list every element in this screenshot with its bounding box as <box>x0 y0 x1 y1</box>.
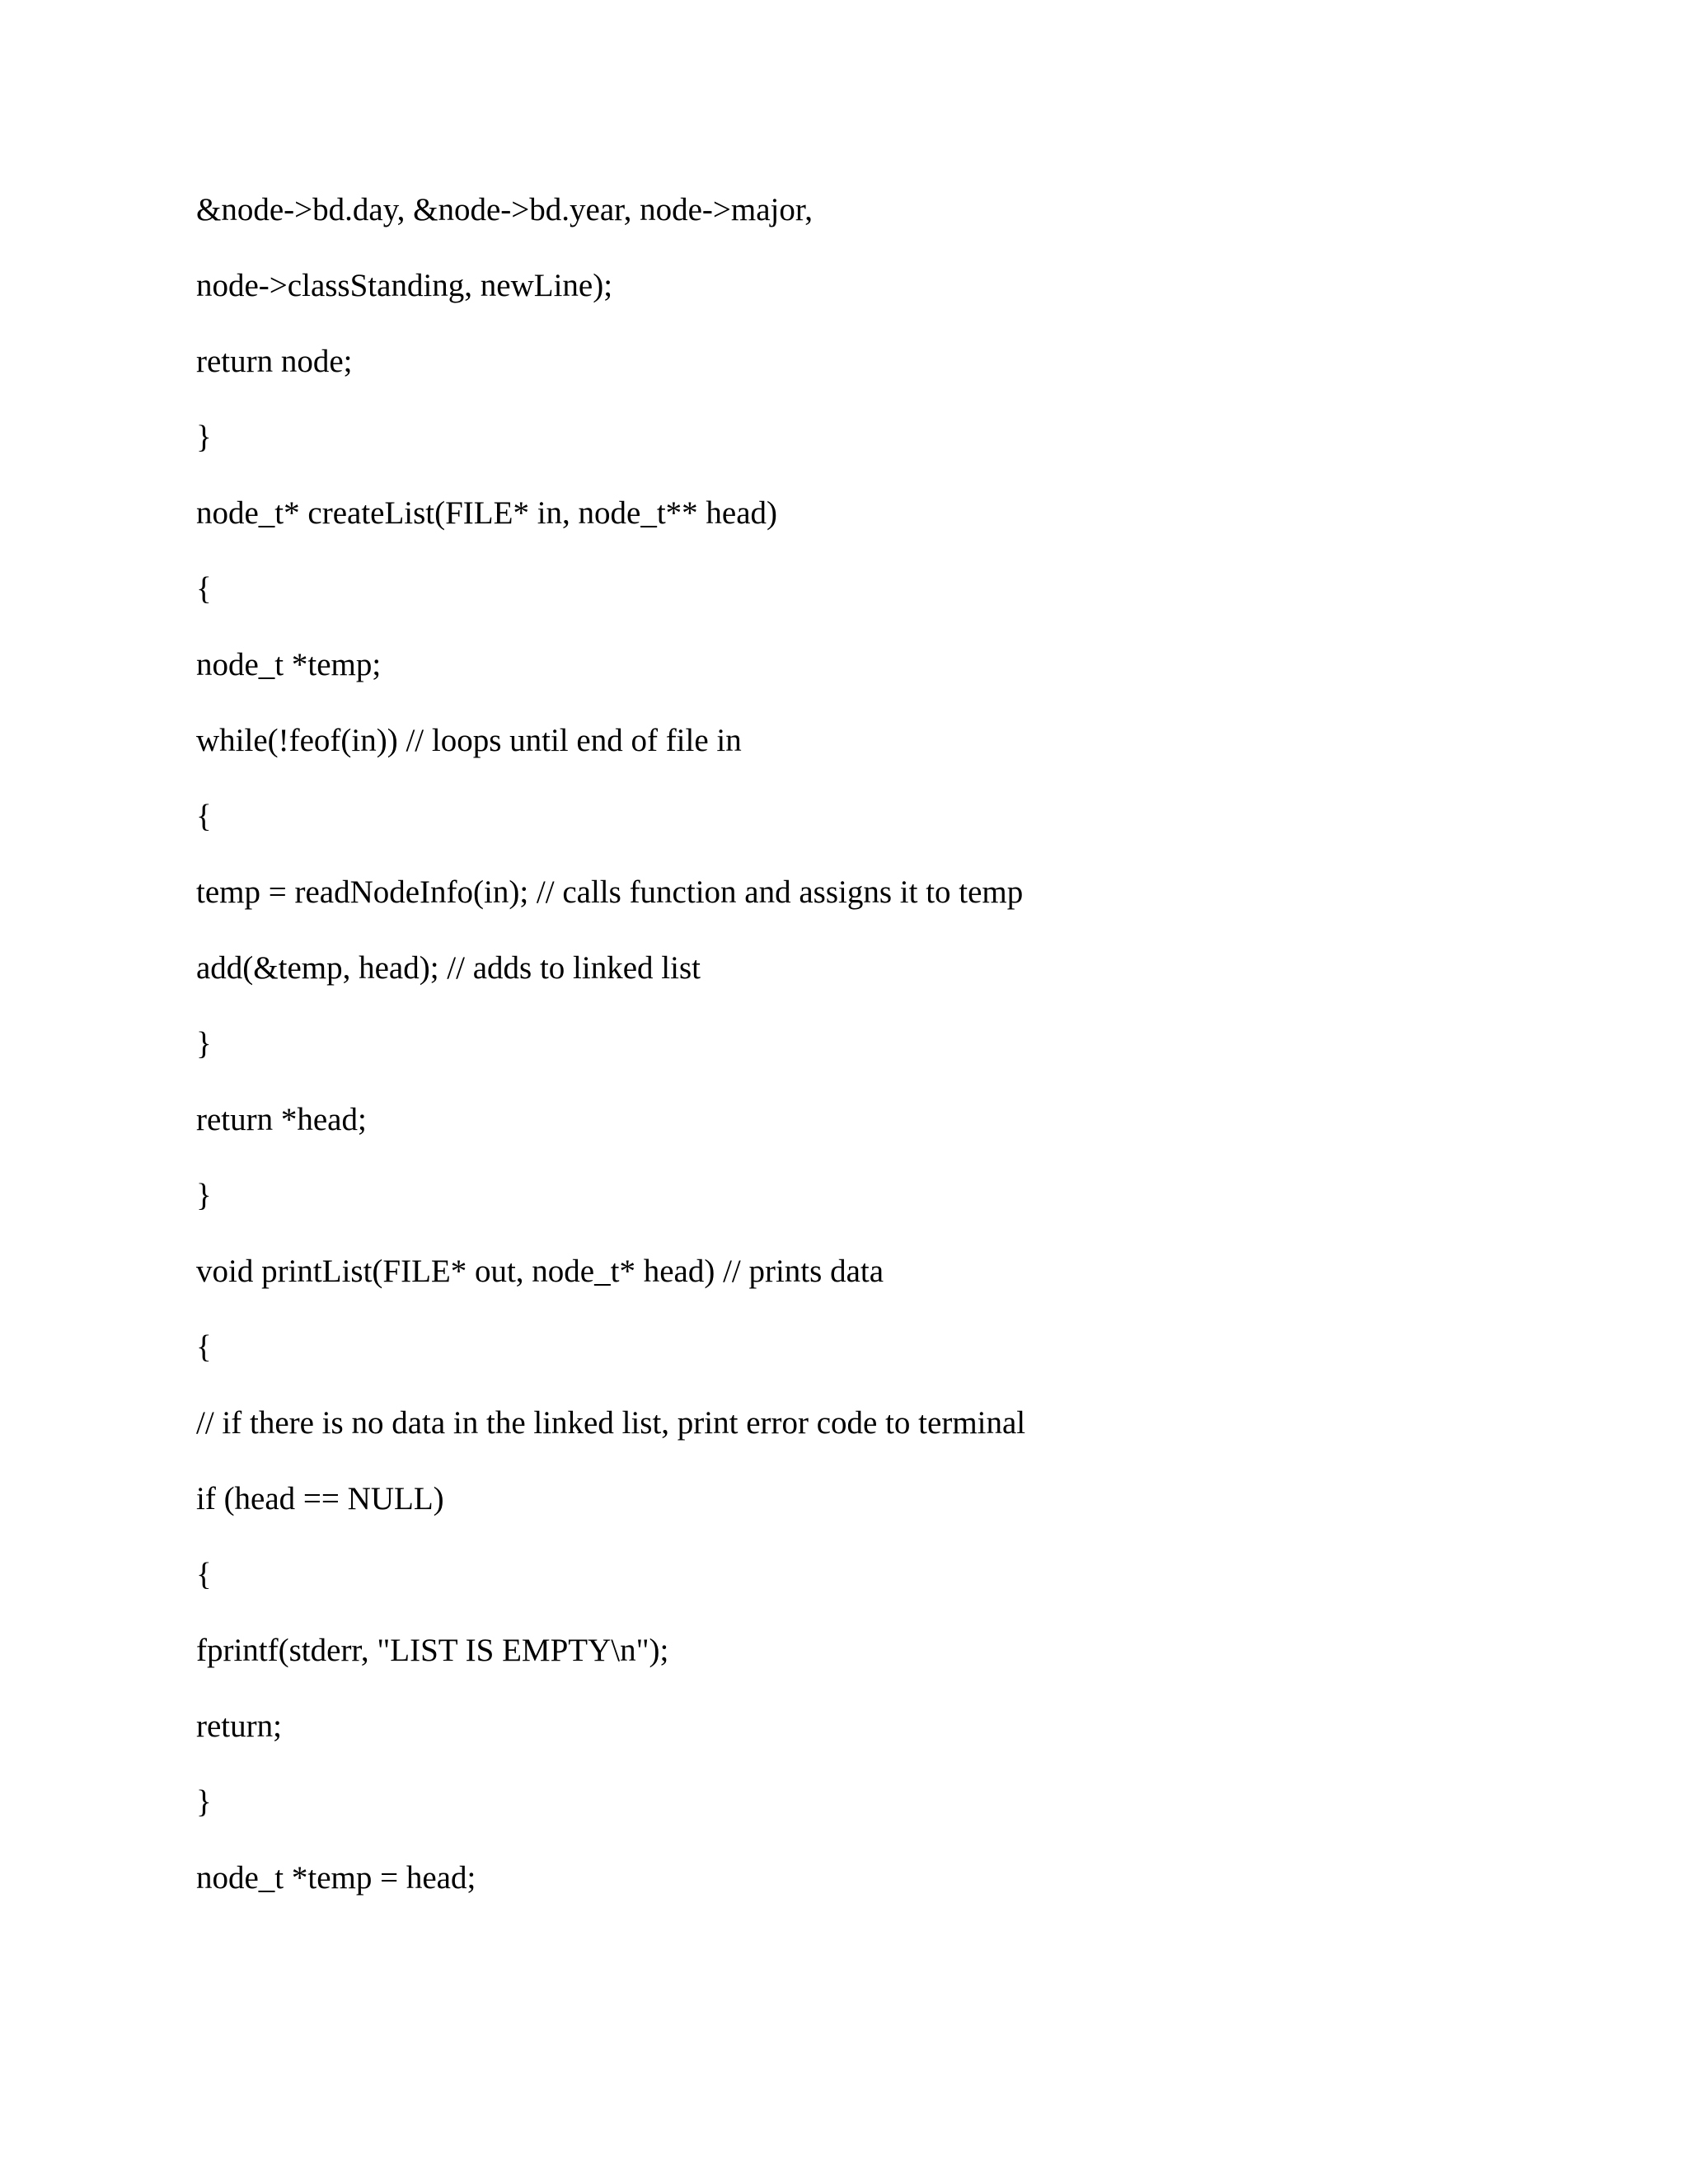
code-line: return node; <box>196 344 353 379</box>
code-line: // if there is no data in the linked list, print error code to terminal <box>196 1405 1026 1441</box>
code-line: } <box>196 1026 212 1062</box>
code-line: } <box>196 419 212 455</box>
code-line: fprintf(stderr, "LIST IS EMPTY\n"); <box>196 1633 669 1668</box>
code-line: temp = readNodeInfo(in); // calls function and assigns it to temp <box>196 874 1024 910</box>
code-line: { <box>196 1329 212 1365</box>
code-line: node->classStanding, newLine); <box>196 268 613 303</box>
code-line: node_t* createList(FILE* in, node_t** head) <box>196 495 778 531</box>
code-line: } <box>196 1784 212 1820</box>
code-line: while(!feof(in)) // loops until end of file in <box>196 723 742 758</box>
code-line: if (head == NULL) <box>196 1481 444 1516</box>
code-line: node_t *temp = head; <box>196 1860 476 1896</box>
code-line: { <box>196 571 212 607</box>
code-line: return *head; <box>196 1102 367 1137</box>
code-line: { <box>196 799 212 834</box>
code-line: void printList(FILE* out, node_t* head) // prints data <box>196 1254 884 1289</box>
code-line: return; <box>196 1708 282 1744</box>
code-listing <box>196 185 1597 1929</box>
code-line: } <box>196 1178 212 1213</box>
code-line: &node->bd.day, &node->bd.year, node->major, <box>196 192 814 227</box>
code-line: add(&temp, head); // adds to linked list <box>196 950 701 986</box>
code-line: { <box>196 1557 212 1592</box>
code-line: node_t *temp; <box>196 647 382 682</box>
